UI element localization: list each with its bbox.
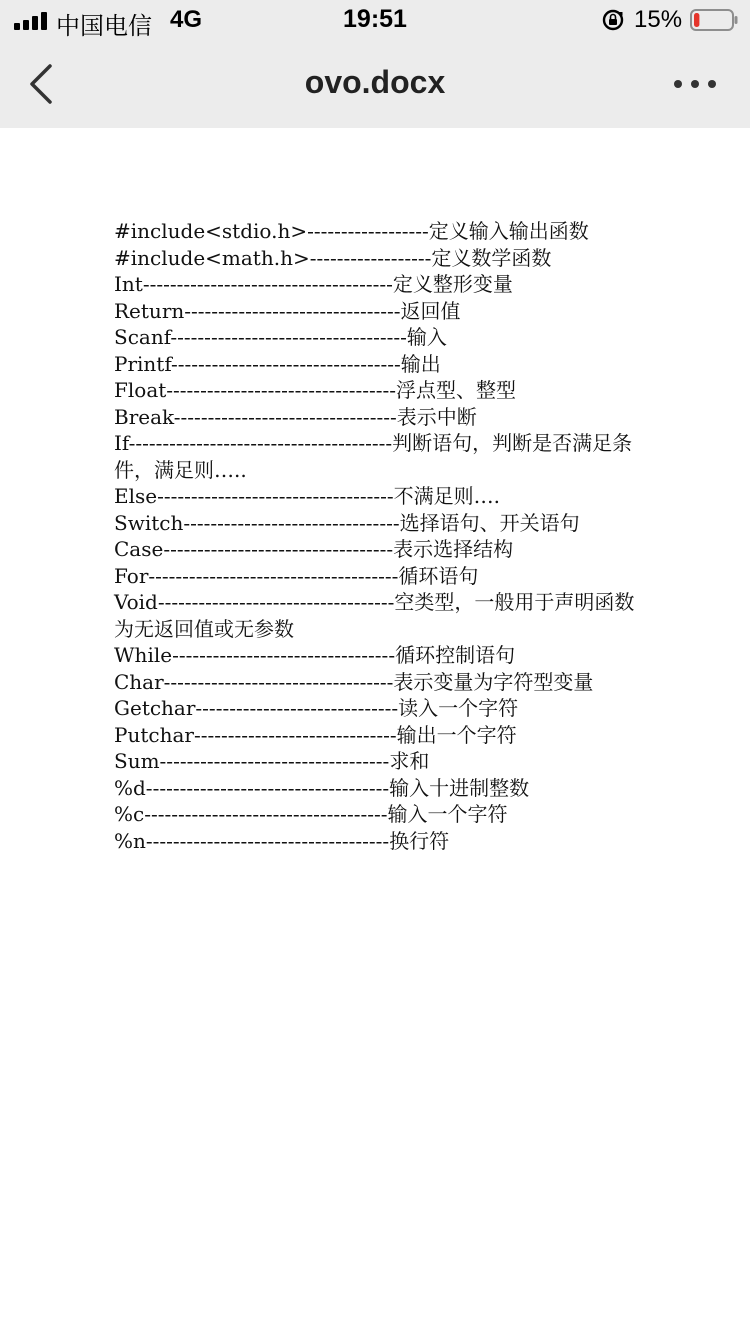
document-line: While---------------------------------循环控制语句 <box>114 643 516 667</box>
navigation-bar <box>0 40 750 128</box>
document-line: Return--------------------------------返回值 <box>114 298 461 323</box>
document-line: For-------------------------------------循环语句 <box>114 563 479 588</box>
document-line: Putchar------------------------------输出一个字符 <box>114 722 517 747</box>
document-content <box>114 218 642 854</box>
status-bar <box>0 0 750 40</box>
battery-percentage: 15% <box>634 6 683 33</box>
document-line: Void-----------------------------------空类型，一般用于声明函数为无返回值或无参数 <box>114 590 635 641</box>
network-type: 4G <box>170 6 203 33</box>
carrier-name: 中国电信 <box>56 12 152 40</box>
more-options-button[interactable] <box>670 74 720 94</box>
top-bar <box>0 0 750 128</box>
page-title: ovo.docx <box>304 64 446 100</box>
document-line: Int-------------------------------------定义整形变量 <box>114 272 513 296</box>
document-line: Scanf-----------------------------------输入 <box>114 325 447 349</box>
document-line: Break---------------------------------表示中断 <box>114 404 477 429</box>
orientation-lock-icon <box>602 9 624 31</box>
battery-icon <box>690 9 738 31</box>
document-line: #include<math.h>------------------定义数学函数 <box>114 245 552 270</box>
document-line: Printf----------------------------------输出 <box>114 351 441 376</box>
document-line: Getchar------------------------------读入一个字符 <box>114 696 519 720</box>
status-time: 19:51 <box>343 5 407 33</box>
document-line: Case----------------------------------表示选择结构 <box>114 537 514 561</box>
document-line: Switch--------------------------------选择语句、开关语句 <box>114 510 580 535</box>
document-line: %d------------------------------------输入十进制整数 <box>114 775 530 800</box>
document-line: Char----------------------------------表示变量为字符型变量 <box>114 669 594 694</box>
document-line: Else-----------------------------------不满足则…. <box>114 484 500 508</box>
more-horizontal-icon <box>674 80 716 88</box>
document-line: %n------------------------------------换行符 <box>114 828 450 853</box>
document-line: If---------------------------------------判断语句，判断是否满足条件，满足则….. <box>114 431 633 482</box>
document-line: Float----------------------------------浮点型、整型 <box>114 378 517 402</box>
document-line: %c------------------------------------输入一个字符 <box>114 802 508 826</box>
document-line: #include<stdio.h>------------------定义输入输出函数 <box>114 219 589 243</box>
document-line: Sum----------------------------------求和 <box>114 749 430 773</box>
